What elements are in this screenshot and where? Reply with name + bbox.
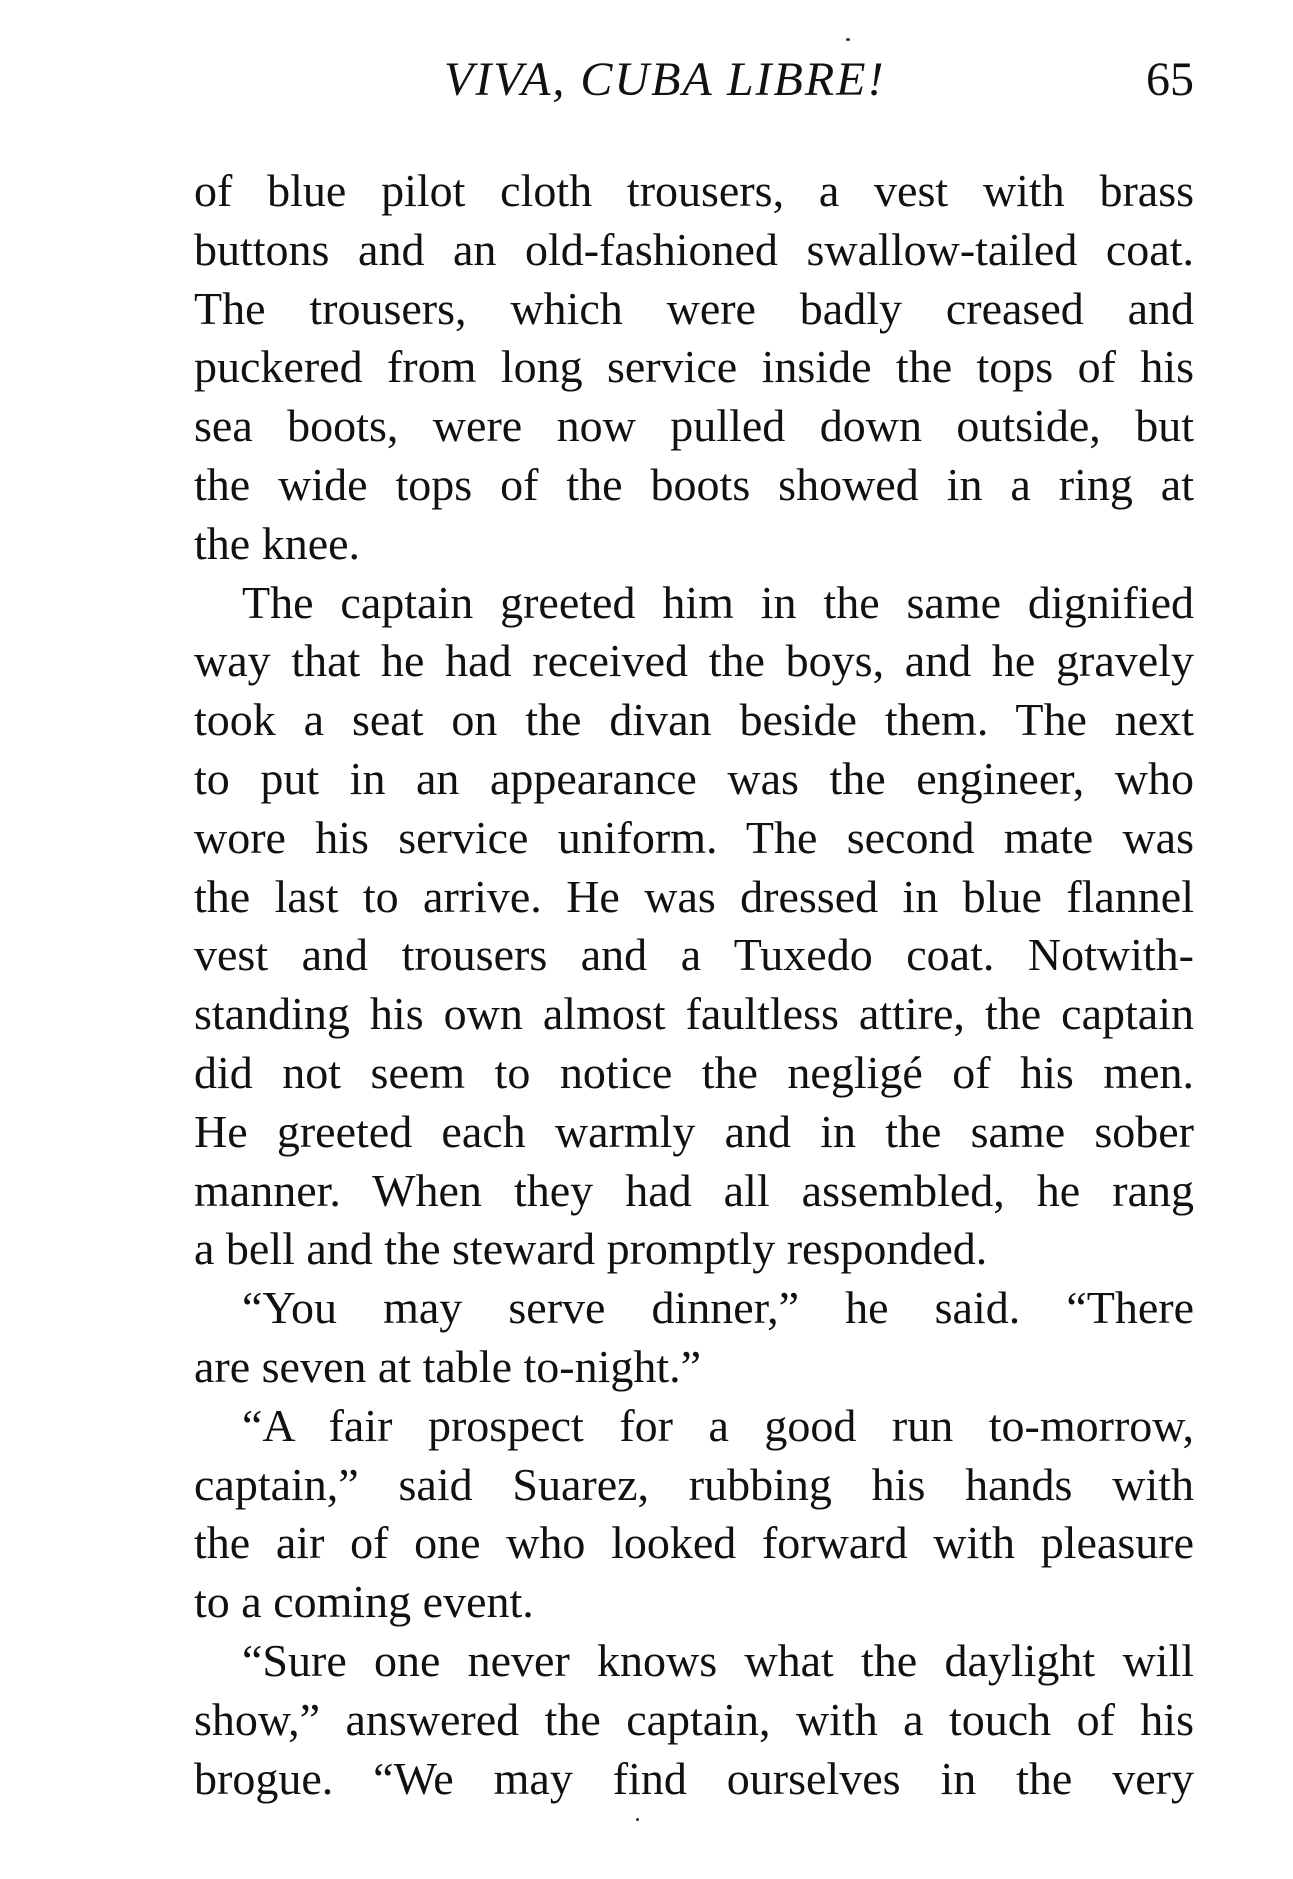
text-line: “A fair prospect for a good run to-morrow,	[242, 1399, 1194, 1451]
text-line: way that he had received the boys, and he gravely	[194, 635, 1194, 687]
text-line: “Sure one never knows what the daylight will	[242, 1634, 1194, 1686]
scan-speck	[636, 1818, 639, 1821]
text-line: buttons and an old-fashioned swallow-tailed coat.	[194, 223, 1194, 275]
text-line: the last to arrive. He was dressed in blue flannel	[194, 870, 1194, 922]
text-line: the knee.	[194, 517, 361, 569]
text-line: puckered from long service inside the tops of his	[194, 341, 1194, 393]
text-line: of blue pilot cloth trousers, a vest with brass	[194, 165, 1194, 216]
text-line: wore his service uniform. The second mate was	[194, 811, 1194, 863]
text-line: “You may serve dinner,” he said. “There	[242, 1282, 1194, 1334]
text-line: The trousers, which were badly creased and	[194, 282, 1194, 334]
text-line: to put in an appearance was the engineer, who	[194, 752, 1194, 804]
text-line: He greeted each warmly and in the same sober	[194, 1105, 1194, 1157]
running-title: VIVA, CUBA LIBRE!	[444, 53, 886, 106]
text-line: did not seem to notice the negligé of his men.	[194, 1046, 1194, 1098]
text-line: the wide tops of the boots showed in a ring at	[194, 458, 1194, 510]
text-line: the air of one who looked forward with pleasure	[194, 1517, 1194, 1569]
text-line: brogue. “We may find ourselves in the very	[194, 1752, 1194, 1804]
scan-speck	[846, 38, 850, 41]
text-line: vest and trousers and a Tuxedo coat. Notwith-	[194, 929, 1194, 981]
text-line: sea boots, were now pulled down outside, but	[194, 400, 1194, 452]
text-line: a bell and the steward promptly responded.	[194, 1223, 988, 1275]
text-line: The captain greeted him in the same dignified	[242, 576, 1194, 628]
text-line: took a seat on the divan beside them. The next	[194, 694, 1194, 746]
page-number: 65	[1146, 53, 1194, 106]
text-line: show,” answered the captain, with a touch of his	[194, 1693, 1194, 1745]
text-line: standing his own almost faultless attire, the captain	[194, 988, 1194, 1040]
running-head	[194, 52, 1194, 122]
text-line: to a coming event.	[194, 1576, 534, 1628]
text-line: are seven at table to-night.”	[194, 1340, 702, 1392]
text-line: manner. When they had all assembled, he rang	[194, 1164, 1194, 1216]
text-line: captain,” said Suarez, rubbing his hands with	[194, 1458, 1194, 1510]
body-text	[194, 162, 1194, 1808]
